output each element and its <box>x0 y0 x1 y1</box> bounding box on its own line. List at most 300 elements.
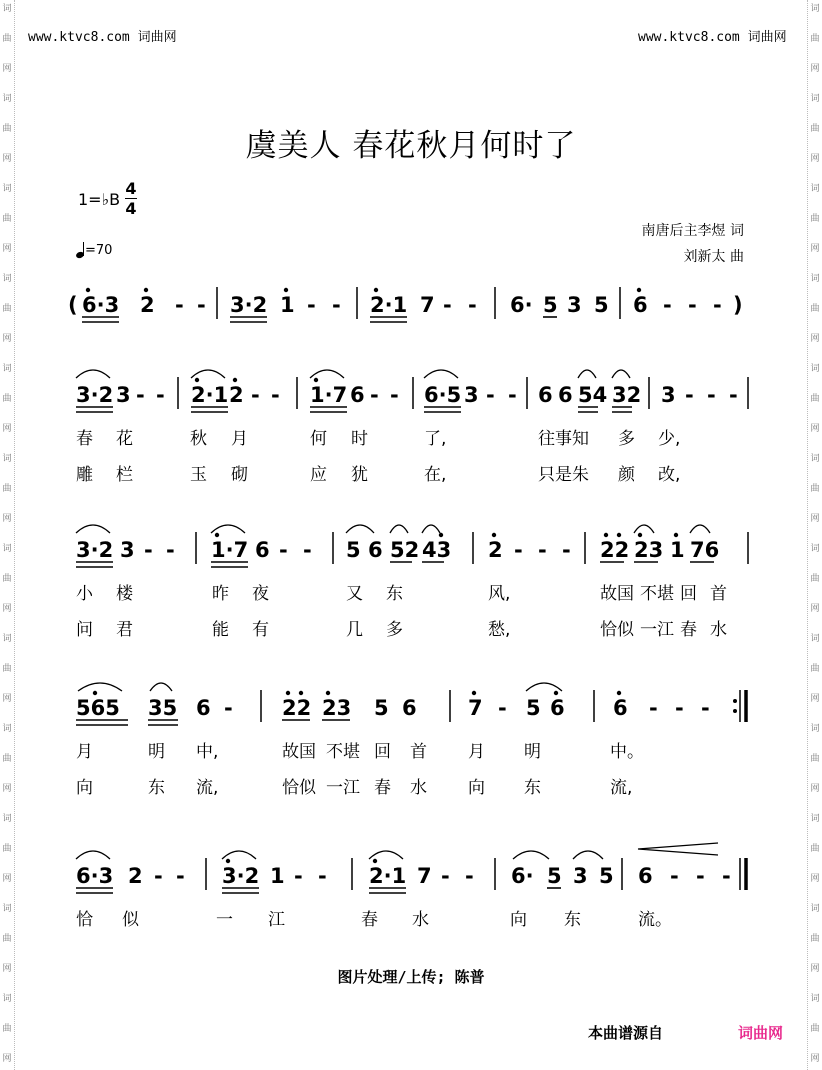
watermark-glyph: 网 <box>810 424 820 434</box>
slur-arc <box>573 851 603 859</box>
note: 5 <box>346 538 361 562</box>
slur-arc <box>369 851 403 859</box>
time-signature-bottom: 4 <box>125 199 137 218</box>
note: 5 <box>599 864 614 888</box>
lyric-word: 栏 <box>116 465 133 485</box>
note: 23 <box>322 696 352 720</box>
note: 23 <box>634 538 664 562</box>
watermark-glyph: 词 <box>810 274 820 284</box>
lyric-word: 首 <box>410 742 427 762</box>
watermark-glyph: 词 <box>2 184 12 194</box>
lyric-word: 几 <box>346 620 363 640</box>
sustain-dash: - <box>707 383 716 407</box>
sustain-dash: - <box>670 864 679 888</box>
lyric-word: 东 <box>564 910 581 930</box>
watermark-glyph: 词 <box>810 454 820 464</box>
lyric-word: 江 <box>268 910 285 930</box>
watermark-glyph: 词 <box>810 724 820 734</box>
watermark-glyph: 词 <box>810 364 820 374</box>
lyric-word: 东 <box>386 584 403 604</box>
high-octave-dot <box>233 378 237 382</box>
note: 76 <box>690 538 720 562</box>
high-octave-dot <box>314 378 318 382</box>
note: 1 <box>670 538 685 562</box>
site-url-right[interactable]: www.ktvc8.com 词曲网 <box>638 30 787 45</box>
high-octave-dot <box>492 533 496 537</box>
note: 6·3 <box>76 864 114 888</box>
watermark-glyph: 网 <box>2 244 12 254</box>
note: 6 <box>550 696 565 720</box>
watermark-glyph: 词 <box>2 454 12 464</box>
slur-arc <box>612 370 630 378</box>
watermark-glyph: 词 <box>2 544 12 554</box>
lyric-word: 风, <box>488 584 511 604</box>
bracket: ( <box>68 293 78 317</box>
note: 3 <box>661 383 676 407</box>
lyric-word: 首 <box>710 584 727 604</box>
sustain-dash: - <box>701 696 710 720</box>
note: 3 <box>567 293 582 317</box>
watermark-glyph: 网 <box>2 874 12 884</box>
lyric-word: 回 <box>374 742 391 762</box>
watermark-glyph: 曲 <box>810 124 820 134</box>
lyric-word: 一江 <box>326 778 360 798</box>
lyric-word: 雕 <box>76 465 93 485</box>
watermark-glyph: 词 <box>2 724 12 734</box>
watermark-glyph: 网 <box>2 1054 12 1064</box>
sustain-dash: - <box>649 696 658 720</box>
site-url-left[interactable]: www.ktvc8.com 词曲网 <box>28 30 177 45</box>
lyric-word: 只是朱 <box>538 465 589 485</box>
sustain-dash: - <box>156 383 165 407</box>
time-signature-top: 4 <box>125 179 137 198</box>
note: 1·7 <box>310 383 348 407</box>
bracket: ) <box>733 293 743 317</box>
sustain-dash: - <box>318 864 327 888</box>
lyric-word: 君 <box>116 620 133 640</box>
sustain-dash: - <box>154 864 163 888</box>
lyric-word: 向 <box>468 778 485 798</box>
watermark-glyph: 词 <box>2 994 12 1004</box>
slur-arc <box>211 525 245 533</box>
high-octave-dot <box>674 533 678 537</box>
sustain-dash: - <box>303 538 312 562</box>
slur-arc <box>526 683 562 691</box>
note: 1·7 <box>211 538 249 562</box>
watermark-glyph: 曲 <box>2 394 12 404</box>
watermark-glyph: 曲 <box>2 124 12 134</box>
high-octave-dot <box>638 533 642 537</box>
lyric-word: 春 <box>361 910 378 930</box>
high-octave-dot <box>195 378 199 382</box>
high-octave-dot <box>637 288 641 292</box>
slur-arc <box>191 370 225 378</box>
lyric-word: 向 <box>76 778 93 798</box>
note: 7 <box>468 696 483 720</box>
note: 3 <box>573 864 588 888</box>
watermark-glyph: 词 <box>2 814 12 824</box>
watermark-glyph: 网 <box>810 334 820 344</box>
note: 2 <box>128 864 143 888</box>
slur-arc <box>76 370 110 378</box>
watermark-glyph: 网 <box>810 694 820 704</box>
note: 7 <box>417 864 432 888</box>
sustain-dash: - <box>332 293 341 317</box>
sustain-dash: - <box>279 538 288 562</box>
sustain-dash: - <box>176 864 185 888</box>
high-octave-dot <box>604 533 608 537</box>
lyric-word: 往事知 <box>538 429 589 449</box>
note: 6 <box>558 383 573 407</box>
lyric-word: 了, <box>424 429 447 449</box>
lyric-word: 多 <box>618 429 635 449</box>
high-octave-dot <box>439 533 443 537</box>
note: 43 <box>422 538 452 562</box>
lyric-word: 又 <box>346 584 363 604</box>
high-octave-dot <box>144 288 148 292</box>
lyric-word: 春 <box>680 620 697 640</box>
note: 7 <box>420 293 435 317</box>
sustain-dash: - <box>514 538 523 562</box>
sustain-dash: - <box>224 696 233 720</box>
high-octave-dot <box>374 288 378 292</box>
note: 6 <box>638 864 653 888</box>
lyric-word: 一江 <box>640 620 674 640</box>
slur-arc <box>346 525 374 533</box>
watermark-glyph: 曲 <box>810 214 820 224</box>
lyric-word: 多 <box>386 620 403 640</box>
lyric-word: 中, <box>196 742 219 762</box>
note: 3·2 <box>230 293 268 317</box>
watermark-glyph: 网 <box>810 874 820 884</box>
source-label: 本曲谱源自 <box>588 1024 664 1042</box>
sustain-dash: - <box>729 383 738 407</box>
lyric-word: 中。 <box>610 742 644 762</box>
lyric-word: 水 <box>410 778 427 798</box>
watermark-glyph: 曲 <box>2 934 12 944</box>
lyric-word: 少, <box>658 429 681 449</box>
watermark-glyph: 曲 <box>810 304 820 314</box>
watermark-glyph: 网 <box>810 784 820 794</box>
note: 32 <box>612 383 642 407</box>
high-octave-dot <box>93 691 97 695</box>
watermark-glyph: 网 <box>2 514 12 524</box>
watermark-glyph: 词 <box>2 94 12 104</box>
note: 6·3 <box>82 293 120 317</box>
watermark-glyph: 网 <box>2 784 12 794</box>
lyric-word: 玉 <box>190 465 207 485</box>
sustain-dash: - <box>675 696 684 720</box>
watermark-glyph: 曲 <box>2 484 12 494</box>
lyric-word: 犹 <box>351 465 368 485</box>
lyric-word: 恰似 <box>282 778 316 798</box>
sustain-dash: - <box>197 293 206 317</box>
note: 6 <box>368 538 383 562</box>
lyric-word: 小 <box>76 584 93 604</box>
watermark-glyph: 网 <box>2 694 12 704</box>
watermark-glyph: 网 <box>2 964 12 974</box>
sustain-dash: - <box>508 383 517 407</box>
lyric-word: 回 <box>680 584 697 604</box>
slur-arc <box>424 370 458 378</box>
high-octave-dot <box>373 859 377 863</box>
lyric-word: 夜 <box>252 584 269 604</box>
lyric-word: 明 <box>524 742 541 762</box>
slur-arc <box>150 683 172 691</box>
slur-arc <box>513 851 549 859</box>
song-title: 虞美人 春花秋月何时了 <box>245 128 577 164</box>
watermark-glyph: 曲 <box>810 664 820 674</box>
sustain-dash: - <box>486 383 495 407</box>
watermark-glyph: 曲 <box>810 1024 820 1034</box>
lyric-word: 流, <box>610 778 633 798</box>
note: 6 <box>613 696 628 720</box>
slur-arc <box>78 683 122 691</box>
slur-arc <box>76 525 110 533</box>
watermark-glyph: 曲 <box>2 34 12 44</box>
high-octave-dot <box>86 288 90 292</box>
watermark-glyph: 曲 <box>810 34 820 44</box>
sustain-dash: - <box>251 383 260 407</box>
lyricist-credit: 南唐后主李煜 词 <box>641 223 744 239</box>
note: 6· <box>511 864 534 888</box>
lyric-word: 不堪 <box>640 584 674 604</box>
watermark-glyph: 曲 <box>2 754 12 764</box>
watermark-glyph: 曲 <box>810 754 820 764</box>
watermark-glyph: 曲 <box>2 304 12 314</box>
slur-arc <box>222 851 256 859</box>
sustain-dash: - <box>663 293 672 317</box>
lyric-word: 楼 <box>116 584 133 604</box>
sustain-dash: - <box>722 864 731 888</box>
lyric-word: 昨 <box>212 584 229 604</box>
note: 1 <box>270 864 285 888</box>
sustain-dash: - <box>713 293 722 317</box>
note: 3 <box>120 538 135 562</box>
note: 5 <box>526 696 541 720</box>
lyric-word: 似 <box>122 910 139 930</box>
lyric-word: 恰 <box>76 910 93 930</box>
key-signature: 1=♭B <box>78 190 121 209</box>
lyric-word: 花 <box>116 429 133 449</box>
note: 2 <box>229 383 244 407</box>
lyric-word: 颜 <box>618 465 635 485</box>
lyric-word: 秋 <box>190 429 207 449</box>
watermark-glyph: 网 <box>2 604 12 614</box>
watermark-glyph: 网 <box>810 154 820 164</box>
watermark-glyph: 网 <box>2 334 12 344</box>
watermark-glyph: 曲 <box>2 574 12 584</box>
watermark-glyph: 词 <box>2 274 12 284</box>
lyric-word: 故国 <box>282 742 316 762</box>
sustain-dash: - <box>688 293 697 317</box>
high-octave-dot <box>299 691 303 695</box>
watermark-glyph: 曲 <box>810 394 820 404</box>
sustain-dash: - <box>468 293 477 317</box>
sustain-dash: - <box>685 383 694 407</box>
note: 6·5 <box>424 383 462 407</box>
high-octave-dot <box>226 859 230 863</box>
watermark-glyph: 词 <box>2 634 12 644</box>
decrescendo-hairpin <box>638 843 718 855</box>
lyric-word: 愁, <box>488 620 511 640</box>
slur-arc <box>690 525 710 533</box>
watermark-glyph: 词 <box>810 544 820 554</box>
note: 3·2 <box>76 383 114 407</box>
lyric-word: 不堪 <box>326 742 360 762</box>
sustain-dash: - <box>390 383 399 407</box>
sustain-dash: - <box>294 864 303 888</box>
lyric-word: 东 <box>148 778 165 798</box>
note: 3·2 <box>76 538 114 562</box>
sustain-dash: - <box>307 293 316 317</box>
slur-arc <box>310 370 344 378</box>
lyric-word: 一 <box>216 910 233 930</box>
slur-arc <box>578 370 596 378</box>
repeat-dot <box>733 699 737 703</box>
sustain-dash: - <box>696 864 705 888</box>
tempo-value: =70 <box>85 243 113 258</box>
high-octave-dot <box>472 691 476 695</box>
lyric-word: 月 <box>468 742 485 762</box>
lyric-word: 东 <box>524 778 541 798</box>
high-octave-dot <box>326 691 330 695</box>
watermark-glyph: 曲 <box>2 844 12 854</box>
sustain-dash: - <box>370 383 379 407</box>
watermark-glyph: 网 <box>2 64 12 74</box>
lyric-word: 水 <box>412 910 429 930</box>
note: 2 <box>488 538 503 562</box>
slur-arc <box>422 525 440 533</box>
lyric-word: 能 <box>212 620 229 640</box>
high-octave-dot <box>617 691 621 695</box>
high-octave-dot <box>554 691 558 695</box>
sustain-dash: - <box>136 383 145 407</box>
watermark-glyph: 曲 <box>2 664 12 674</box>
note: 5 <box>543 293 558 317</box>
lyric-word: 有 <box>252 620 269 640</box>
sustain-dash: - <box>166 538 175 562</box>
high-octave-dot <box>215 533 219 537</box>
note: 5 <box>547 864 562 888</box>
sustain-dash: - <box>465 864 474 888</box>
watermark-glyph: 词 <box>2 4 12 14</box>
note: 35 <box>148 696 178 720</box>
sustain-dash: - <box>498 696 507 720</box>
watermark-glyph: 网 <box>2 424 12 434</box>
lyric-word: 何 <box>310 429 327 449</box>
note: 54 <box>578 383 608 407</box>
watermark-glyph: 词 <box>810 634 820 644</box>
slur-arc <box>390 525 408 533</box>
lyric-word: 月 <box>231 429 248 449</box>
watermark-glyph: 曲 <box>2 1024 12 1034</box>
watermark-glyph: 词 <box>810 814 820 824</box>
note: 6 <box>196 696 211 720</box>
sustain-dash: - <box>441 864 450 888</box>
sustain-dash: - <box>144 538 153 562</box>
upload-credit: 图片处理/上传; 陈普 <box>337 968 485 986</box>
watermark-glyph: 曲 <box>810 844 820 854</box>
lyric-word: 砌 <box>231 465 248 485</box>
lyric-word: 时 <box>351 429 368 449</box>
note: 2·1 <box>370 293 408 317</box>
note: 6 <box>538 383 553 407</box>
note: 5 <box>594 293 609 317</box>
lyric-word: 问 <box>76 620 93 640</box>
watermark-glyph: 曲 <box>810 574 820 584</box>
note: 2 <box>140 293 155 317</box>
note: 52 <box>390 538 420 562</box>
lyric-word: 在, <box>424 465 447 485</box>
watermark-glyph: 网 <box>810 244 820 254</box>
watermark-glyph: 网 <box>810 604 820 614</box>
lyric-word: 流, <box>196 778 219 798</box>
note: 6 <box>633 293 648 317</box>
slur-arc <box>634 525 654 533</box>
watermark-glyph: 词 <box>2 904 12 914</box>
note: 3·2 <box>222 864 260 888</box>
lyric-word: 向 <box>510 910 527 930</box>
watermark-glyph: 词 <box>2 364 12 374</box>
watermark-glyph: 网 <box>810 64 820 74</box>
high-octave-dot <box>284 288 288 292</box>
watermark-glyph: 词 <box>810 184 820 194</box>
watermark-glyph: 词 <box>810 94 820 104</box>
note: 2·1 <box>191 383 229 407</box>
high-octave-dot <box>286 691 290 695</box>
note: 22 <box>600 538 630 562</box>
lyric-word: 月 <box>76 742 93 762</box>
lyric-word: 应 <box>310 465 327 485</box>
note: 5 <box>374 696 389 720</box>
lyric-word: 故国 <box>600 584 634 604</box>
brand-link[interactable]: 词曲网 <box>738 1024 784 1042</box>
note: 565 <box>76 696 120 720</box>
sustain-dash: - <box>271 383 280 407</box>
sustain-dash: - <box>443 293 452 317</box>
note: 3 <box>116 383 131 407</box>
high-octave-dot <box>617 533 621 537</box>
watermark-glyph: 网 <box>810 1054 820 1064</box>
watermark-glyph: 网 <box>810 514 820 524</box>
lyric-word: 流。 <box>638 910 672 930</box>
lyric-word: 春 <box>374 778 391 798</box>
note: 1 <box>280 293 295 317</box>
lyric-word: 恰似 <box>600 620 634 640</box>
lyric-word: 改, <box>658 465 681 485</box>
sustain-dash: - <box>175 293 184 317</box>
slur-arc <box>76 851 110 859</box>
note: 3 <box>464 383 479 407</box>
note: 6· <box>510 293 533 317</box>
composer-credit: 刘新太 曲 <box>683 249 744 265</box>
watermark-glyph: 网 <box>2 154 12 164</box>
sustain-dash: - <box>562 538 571 562</box>
note: 22 <box>282 696 312 720</box>
note: 6 <box>350 383 365 407</box>
watermark-glyph: 曲 <box>810 934 820 944</box>
lyric-word: 水 <box>710 620 727 640</box>
repeat-dot <box>733 709 737 713</box>
note: 2·1 <box>369 864 407 888</box>
watermark-glyph: 词 <box>810 4 820 14</box>
lyric-word: 春 <box>76 429 93 449</box>
watermark-glyph: 曲 <box>2 214 12 224</box>
lyric-word: 明 <box>148 742 165 762</box>
watermark-glyph: 词 <box>810 994 820 1004</box>
note: 6 <box>255 538 270 562</box>
